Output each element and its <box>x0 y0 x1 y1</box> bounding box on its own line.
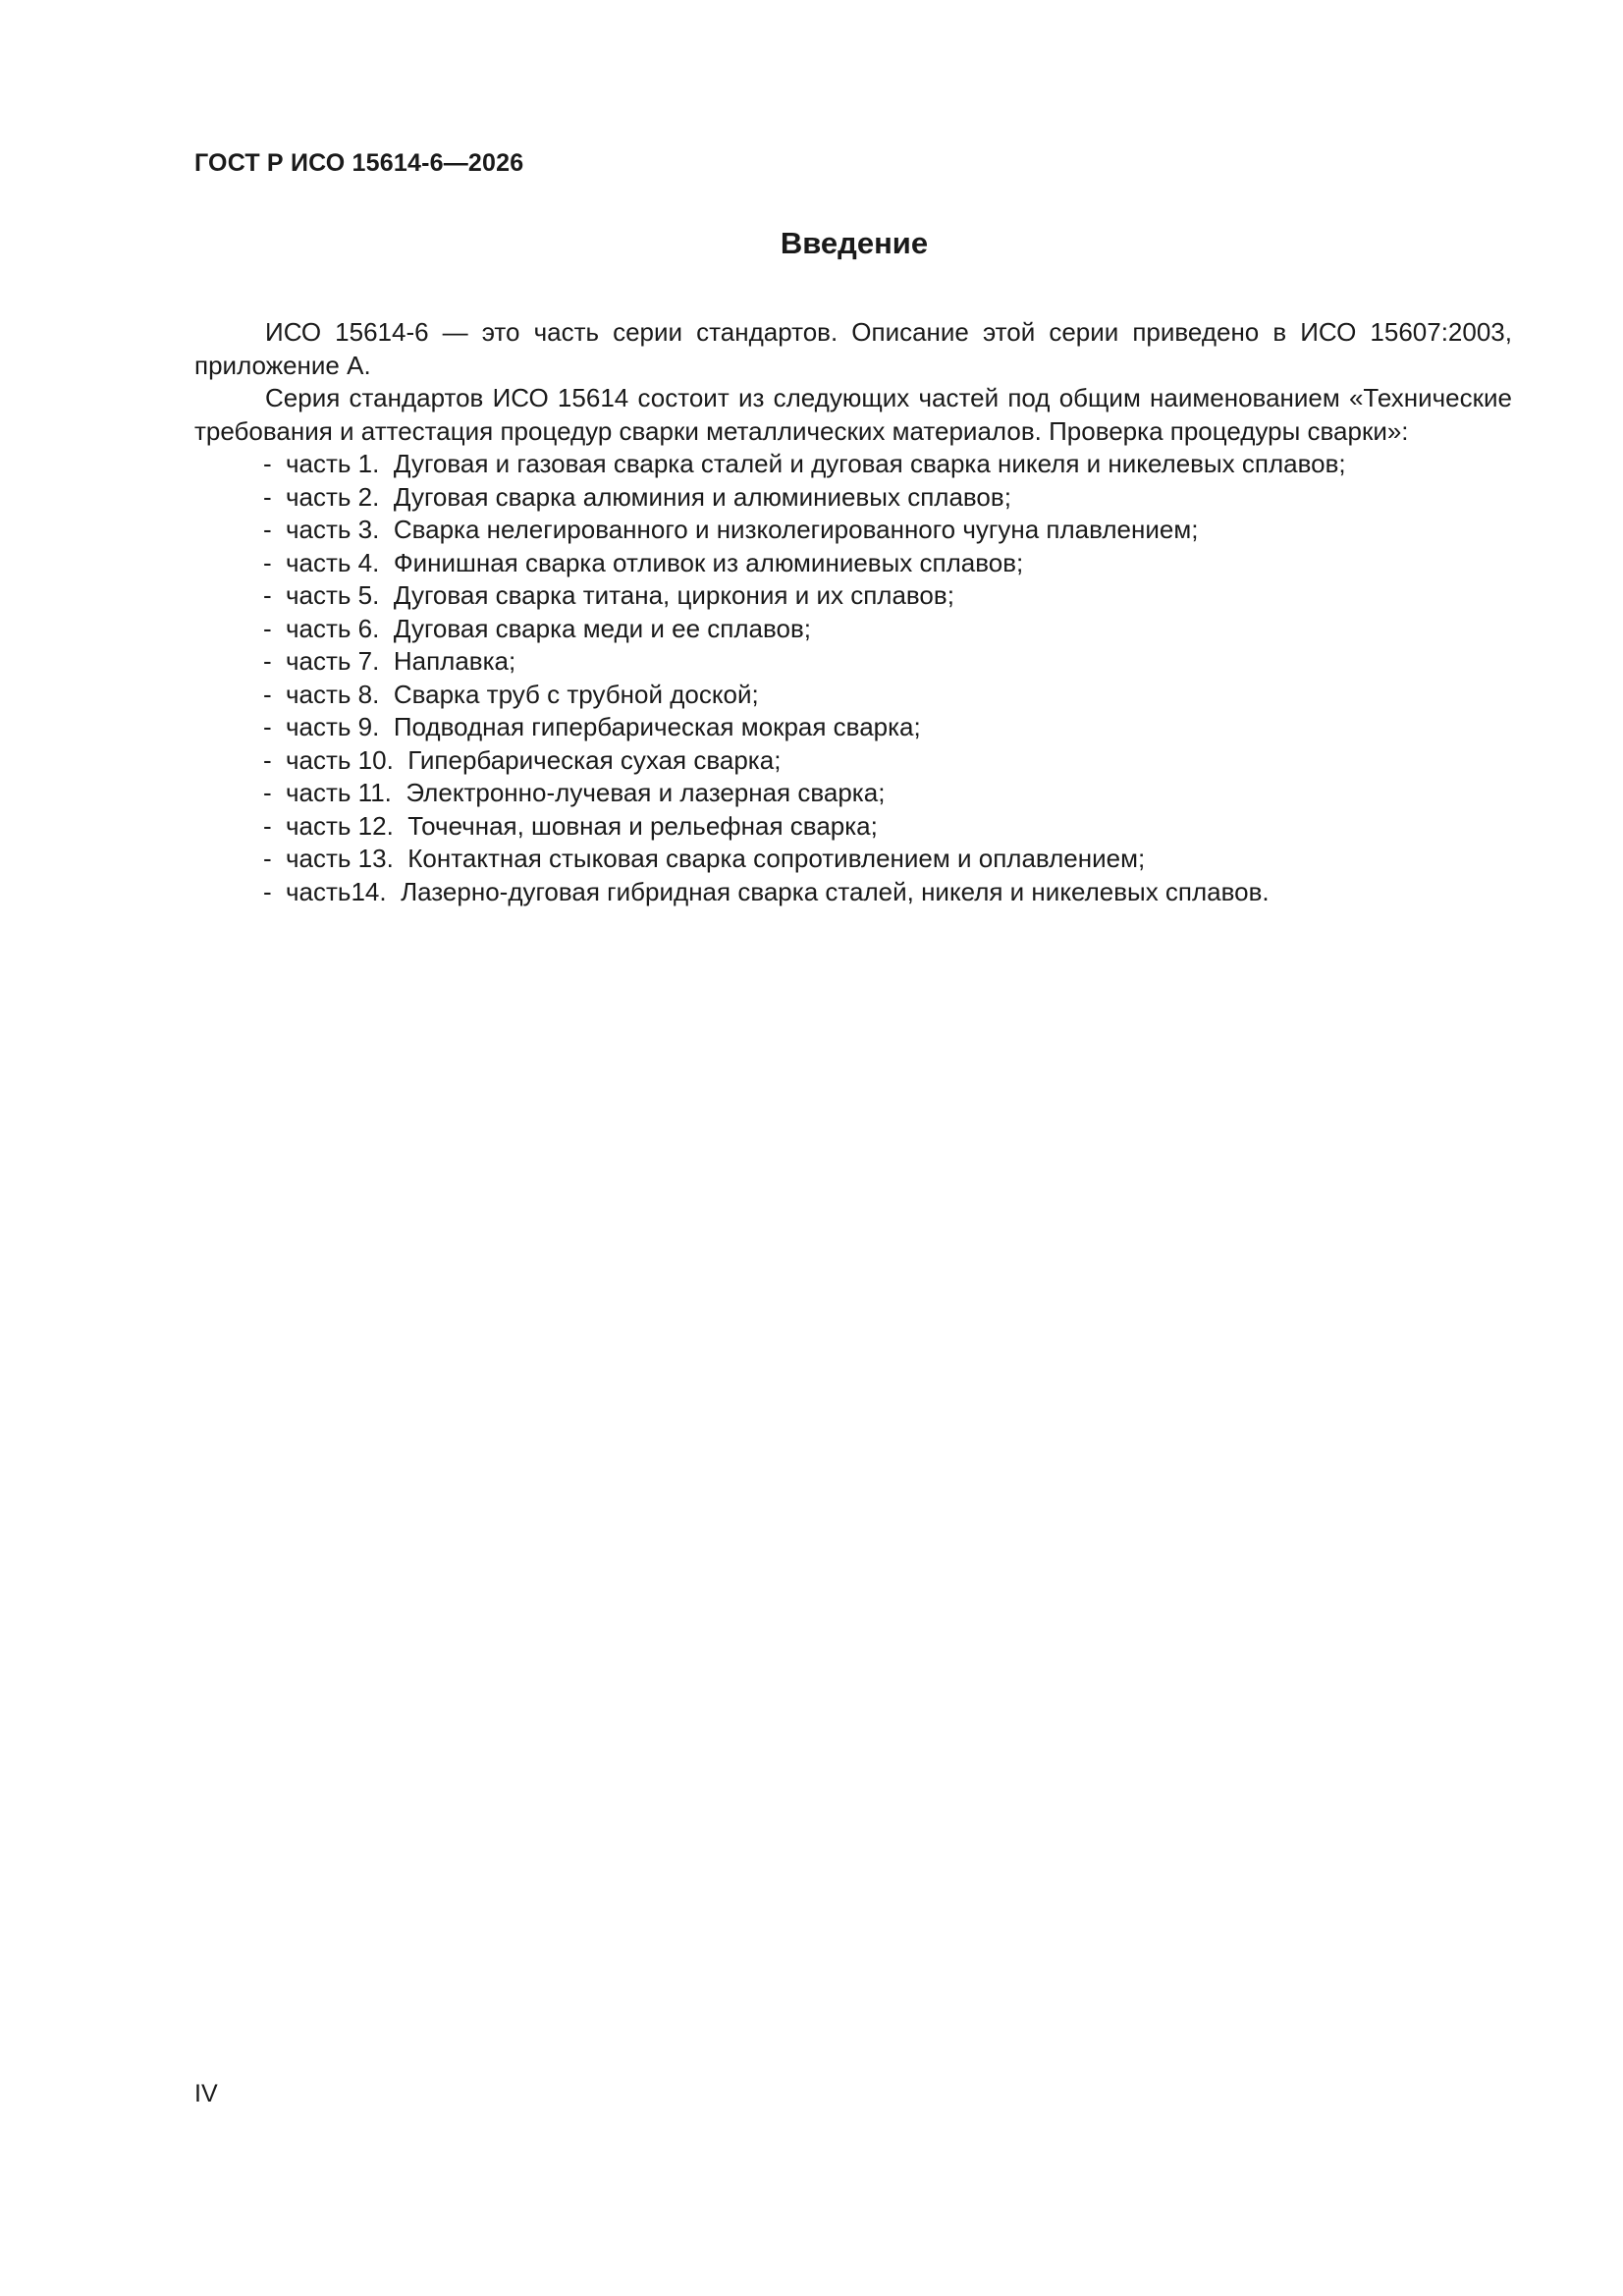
list-dash: - <box>263 844 272 873</box>
list-item <box>194 645 1512 679</box>
section-title: Введение <box>780 226 929 260</box>
list-item <box>194 613 1512 646</box>
list-item <box>194 514 1512 547</box>
part-label: часть14. <box>286 876 387 906</box>
list-item <box>194 547 1512 580</box>
list-item <box>194 876 1512 909</box>
list-dash: - <box>263 481 272 512</box>
page-number: IV <box>194 2080 218 2107</box>
part-text: Финишная сварка отливок из алюминиевых сплавов; <box>393 547 1024 577</box>
part-text: Контактная стыковая сварка сопротивлением и оплавлением; <box>407 844 1146 873</box>
part-text: Дуговая сварка титана, циркония и их сплавов; <box>393 580 954 610</box>
part-text: Сварка труб с трубной доской; <box>393 679 759 709</box>
list-dash: - <box>263 810 272 841</box>
part-label: часть 7. <box>286 646 380 676</box>
list-item <box>194 810 1512 844</box>
list-dash: - <box>263 646 272 676</box>
list-dash: - <box>263 744 272 775</box>
list-dash: - <box>263 449 272 478</box>
part-label: часть 6. <box>286 613 380 643</box>
part-label: часть 4. <box>286 547 380 577</box>
part-label: часть 11. <box>286 778 392 807</box>
part-label: часть 10. <box>286 744 394 775</box>
list-item <box>194 777 1512 810</box>
intro-paragraph-2: Серия стандартов ИСО 15614 состоит из следующих частей под общим наименованием «Технические требования и аттестация процедур сварки металлических материалов. Проверка процедуры сварки»: <box>194 383 1512 446</box>
list-item <box>194 579 1512 613</box>
list-dash: - <box>263 679 272 709</box>
intro-paragraph-1: ИСО 15614-6 — это часть серии стандартов. Описание этой серии приведено в ИСО 15607:2003, приложение А. <box>194 317 1512 380</box>
part-label: часть 1. <box>286 449 380 478</box>
list-item <box>194 843 1512 876</box>
list-item <box>194 481 1512 515</box>
part-text: Точечная, шовная и рельефная сварка; <box>407 810 878 841</box>
part-label: часть 13. <box>286 844 394 873</box>
list-item <box>194 744 1512 778</box>
part-label: часть 5. <box>286 580 380 610</box>
part-text: Наплавка; <box>393 646 516 676</box>
part-text: Дуговая и газовая сварка сталей и дуговая сварка никеля и никелевых сплавов; <box>393 449 1346 478</box>
part-text: Электронно-лучевая и лазерная сварка; <box>406 778 886 807</box>
list-dash: - <box>263 712 272 741</box>
list-dash: - <box>263 547 272 577</box>
list-item <box>194 711 1512 744</box>
part-text: Гипербарическая сухая сварка; <box>407 744 782 775</box>
list-dash: - <box>263 515 272 544</box>
list-item <box>194 448 1512 481</box>
document-code-header: ГОСТ Р ИСО 15614-6—2026 <box>194 149 524 177</box>
part-text: Подводная гипербарическая мокрая сварка; <box>393 712 921 741</box>
list-dash: - <box>263 613 272 643</box>
part-text: Лазерно-дуговая гибридная сварка сталей, никеля и никелевых сплавов. <box>401 876 1270 906</box>
list-dash: - <box>263 876 272 906</box>
part-label: часть 12. <box>286 810 394 841</box>
part-label: часть 3. <box>286 515 380 544</box>
part-text: Сварка нелегированного и низколегированного чугуна плавлением; <box>393 515 1199 544</box>
part-label: часть 8. <box>286 679 380 709</box>
part-text: Дуговая сварка меди и ее сплавов; <box>393 613 812 643</box>
part-text: Дуговая сварка алюминия и алюминиевых сплавов; <box>393 481 1011 512</box>
list-item <box>194 679 1512 712</box>
part-label: часть 9. <box>286 712 380 741</box>
document-body <box>194 316 1512 908</box>
list-dash: - <box>263 580 272 610</box>
list-dash: - <box>263 778 272 807</box>
parts-list <box>194 448 1512 908</box>
part-label: часть 2. <box>286 481 380 512</box>
